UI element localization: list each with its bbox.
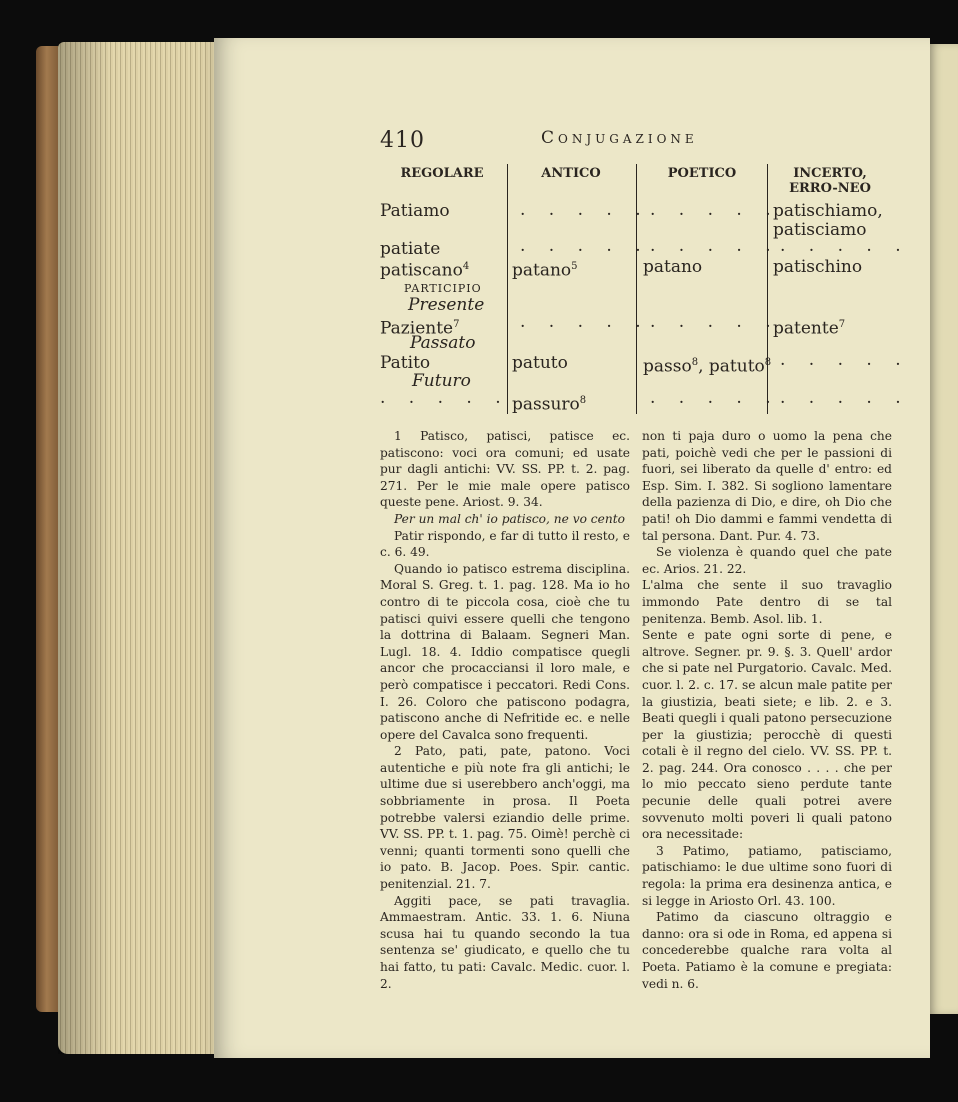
note-verse: Per un mal ch' io patisco, ne vo cento [394, 511, 625, 526]
incerto-patischino: patischino [773, 257, 863, 277]
header-incerto: INCERTO, ERRO-NEO [789, 166, 871, 196]
incerto-row2: . . . . . [780, 236, 910, 256]
antico-row2: . . . . . [520, 236, 650, 256]
presente-label: Presente [408, 295, 485, 315]
antico-passuro: passuro$^8$ [512, 394, 587, 415]
page-edges [58, 42, 234, 1054]
regolare-patiate: patiate [380, 239, 441, 259]
antico-patuto: patuto [512, 353, 568, 373]
note-paragraph: Quando io patisco estrema disciplina. Moral S. Greg. t. 1. pag. 128. Ma io ho contro di te piccola cosa, cioè che tu patisci quivi essere quelli che tengono la dottrina di Balaam. Segneri Man. Lugl. 18. 4. Iddio compatisce quegli ancor che procacciansi il loro male, e però compatisce i peccatori. Redi Cons. I. 26. Coloro che patiscono podagra, patiscono anche di Nefritide ec. e nelle opere del Cavalca sono frequenti. [380, 561, 630, 742]
incerto-row10: . . . . . [780, 388, 910, 408]
note-paragraph: 2 Pato, pati, pate, patono. Voci autentiche e più note fra gli antichi; le ultime due si userebbero anch'oggi, ma sobbriamente in prosa. Il Poeta potrebbe valersi eziandio delle prime. VV. SS. PP. t. 1. pag. 75. Oimè! perchè ci venni; quanti tormenti sono quelli che io pato. B. Jacop. Poes. Spir. cantic. penitenzial. 21. 7. [380, 744, 630, 892]
next-page-edge [930, 44, 958, 1014]
header-regolare: REGOLARE [400, 166, 484, 181]
futuro-label: Futuro [412, 371, 471, 391]
poetico-row2: . . . . . [650, 236, 780, 256]
note-paragraph: 1 Patisco, patisci, patisce ec. patiscono: voci ora comuni; ed usate pur dagli antichi: VV. SS. PP. t. 2. pag. 271. Per le mie male opere patisco queste pene. Ariost. 9. 34. [380, 429, 630, 510]
incerto-patischiamo: patischiamo, patisciamo [773, 201, 883, 240]
poetico-row6: . . . . . [650, 312, 780, 332]
note-paragraph: Patimo da ciascuno oltraggio e danno: ora si ode in Roma, ed appena si concederebbe qualche rara volta al Poeta. Patiamo è la comune e pregiata: vedi n. 6. [642, 910, 892, 991]
note-paragraph: Se violenza è quando quel che pate ec. Arios. 21. 22. [642, 545, 892, 576]
antico-row6: . . . . . [520, 312, 650, 332]
column-rule-1 [507, 164, 508, 414]
book-spine [36, 46, 60, 1012]
poetico-row10: . . . . . [650, 388, 780, 408]
note-paragraph: Sente e pate ogni sorte di pene, e altrove. Segner. pr. 9. §. 3. Quell' ardor che si pate nel Purgatorio. Cavalc. Med. cuor. l. 2. c. 17. se alcun male patite per la giustizia, beati siete; e lib. 2. e 3. Beati quegli i quali patono persecuzione per la giustizia; perocchè di questi cotali è il regno del cielo. VV. SS. PP. t. 2. pag. 244. Ora conosco . . . . che per lo mio peccato sieno perdute tante pecunie delle quali potrei avere sovvenuto molti poveri li quali patono ora necessitade: [642, 628, 892, 842]
participio-label: PARTICIPIO [404, 282, 482, 295]
regolare-row10: . . . . . [380, 388, 510, 408]
running-title: Conjugazione [541, 128, 698, 148]
antico-row1: . . . . . [520, 200, 650, 220]
note-paragraph: Aggiti pace, se pati travaglia. Ammaestram. Antic. 33. 1. 6. Niuna scusa hai tu quando secondo la tua sentenza se' giudicato, e quello che tu hai fatto, tu pati: Cavalc. Medic. cuor. l. 2. [380, 893, 630, 991]
passato-label: Passato [410, 333, 476, 353]
regolare-patito: Patito [380, 353, 431, 373]
notes-right-column [642, 428, 892, 992]
note-verse: Patir rispondo, e far di tutto il resto, e c. 6. 49. [380, 528, 630, 560]
incerto-patente: patente$^7$ [773, 318, 846, 339]
regolare-patiscano: patiscano$^4$ [380, 260, 470, 281]
incerto-row8: . . . . . [780, 350, 910, 370]
poetico-row1: . . . . . [650, 200, 780, 220]
note-paragraph: 3 Patimo, patiamo, patisciamo, patischiamo: le due ultime sono fuori di regola: la prima era desinenza antica, e si legge in Ariosto Orl. 43. 100. [642, 843, 892, 908]
note-paragraph: L'alma che sente il suo travaglio immondo Pate dentro di se tal penitenza. Bemb. Asol. lib. 1. [642, 578, 892, 626]
header-antico: ANTICO [541, 166, 601, 181]
regolare-paziente: Paziente$^7$ [380, 318, 460, 339]
antico-patano: patano$^5$ [512, 260, 578, 281]
notes-left-column [380, 428, 630, 992]
regolare-patiamo: Patiamo [380, 201, 450, 221]
page-number: 410 [380, 128, 425, 153]
note-paragraph: non ti paja duro o uomo la pena che pati, poichè vedi che per le passioni di fuori, sei liberato da quelle d' entro: ed Esp. Sim. I. 382. Si sogliono lamentare della pazienza di Dio, e dire, oh Dio che pati! oh Dio dammi e fammi vendetta di tal persona. Dant. Pur. 4. 73. [642, 429, 892, 543]
header-poetico: POETICO [667, 166, 737, 181]
poetico-patano: patano [643, 257, 703, 277]
poetico-passo-patuto: passo$^8$, patuto$^8$ [643, 356, 772, 377]
